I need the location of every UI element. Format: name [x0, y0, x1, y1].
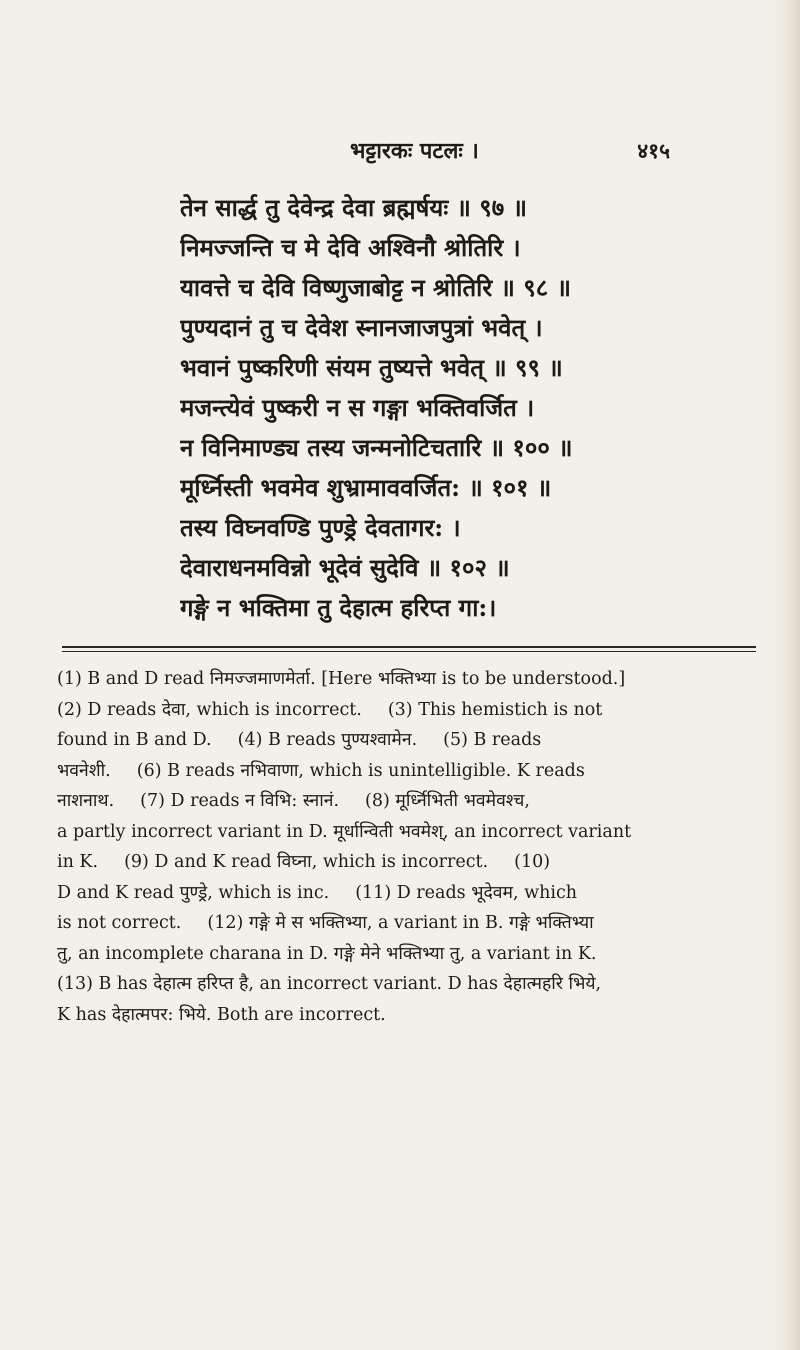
verse-line: यावत्ते च देवि विष्णुजाबोट्ट न श्रोतिरि ॥ ९८ ॥: [180, 273, 571, 302]
footnote-line: [57, 817, 757, 848]
footnote-line: [57, 878, 757, 909]
footnote-text: (4) B reads पुण्यश्वामेन.: [237, 730, 418, 750]
running-head: [200, 135, 670, 171]
footnote-text: तु, an incomplete charana in D. गङ्गे मेने भक्तिभ्या तु, a variant in K.: [57, 943, 597, 964]
verse-line: पुण्यदानं तु च देवेश स्नानजाजपुत्रां भवेत् ।: [180, 313, 543, 342]
footnote-text: found in B and D.: [57, 730, 212, 750]
footnote-line: [57, 695, 757, 726]
page-number: ४१५: [637, 138, 670, 163]
footnote-line: [57, 786, 757, 817]
verse-line: गङ्गे न भक्तिमा तु देहात्म हरिप्त गा:।: [180, 593, 497, 622]
verse-line: देवाराधनमविन्नो भूदेवं सुदेवि ॥ १०२ ॥: [180, 553, 510, 582]
verse-line: तस्य विघ्नवण्डि पुण्ड्रे देवतागर: ।: [180, 513, 461, 542]
verse-line: तेन सार्द्ध तु देवेन्द्र देवा ब्रह्मर्षयः ॥ ९७ ॥: [180, 193, 527, 222]
footnote-text: (3) This hemistich is not: [387, 699, 603, 720]
footnote-line: [57, 939, 757, 970]
page-edge: [774, 0, 800, 1350]
verse-line: मजन्त्येवं पुष्करी न स गङ्गा भक्तिवर्जित ।: [180, 393, 535, 422]
footnote-text: भवनेशी.: [57, 760, 111, 781]
footnote-text: (8) मूर्ध्निभिती भवमेवश्च,: [365, 791, 530, 811]
footnote-rule-thin: [62, 651, 756, 652]
footnote-text: (6) B reads नभिवाणा, which is unintelligible. K reads: [136, 760, 585, 781]
footnote-text: (13) B has देहात्म हरिप्त है, an incorrect variant. D has देहात्महरि भिये,: [57, 974, 602, 994]
verse-line: न विनिमाण्ड्य तस्य जन्मनोटिचतारि ॥ १०० ॥: [180, 433, 573, 462]
footnote-rule: [62, 646, 756, 648]
footnote-text: (11) D reads भूदेवम, which: [355, 882, 578, 903]
verse-line: मूर्ध्निस्ती भवमेव शुभ्रामाववर्जित: ॥ १०१ ॥: [180, 473, 552, 502]
footnote-text: (2) D reads देवा, which is incorrect.: [57, 699, 362, 720]
footnote-text: (9) D and K read विघ्ना, which is incorrect.: [124, 852, 489, 872]
footnote-text: (1) B and D read निमज्जमाणमेर्ता. [Here भक्तिभ्या is to be understood.]: [57, 669, 626, 689]
footnote-text: (12) गङ्गे मे स भक्तिभ्या, a variant in B. गङ्गे भक्तिभ्या: [207, 913, 594, 933]
running-title: भट्टारकः पटलः ।: [350, 138, 479, 164]
footnote-line: [57, 756, 757, 787]
footnote-text: (7) D reads न विभि: स्नानं.: [140, 791, 340, 811]
footnote-line: [57, 847, 757, 878]
footnote-text: (10): [514, 852, 551, 872]
footnote-text: D and K read पुण्ड्रे, which is inc.: [57, 882, 330, 903]
footnote-line: [57, 725, 757, 756]
footnotes: [57, 664, 757, 1030]
footnote-line: [57, 664, 757, 695]
verse-line: भवानं पुष्करिणी संयम तुष्यत्ते भवेत् ॥ ९९ ॥: [180, 353, 563, 382]
footnote-line: [57, 1000, 757, 1031]
footnote-line: [57, 908, 757, 939]
footnote-line: [57, 969, 757, 1000]
footnote-text: a partly incorrect variant in D. मूर्धान्विती भवमेश्, an incorrect variant: [57, 821, 632, 842]
footnote-text: is not correct.: [57, 913, 182, 933]
footnote-text: (5) B reads: [443, 730, 542, 750]
footnote-text: नाशनाथ.: [57, 791, 115, 811]
footnote-text: K has देहात्मपर: भिये. Both are incorrect.: [57, 1004, 386, 1025]
verse-block: [180, 188, 620, 628]
footnote-text: in K.: [57, 852, 99, 872]
verse-line: निमज्जन्ति च मे देवि अश्विनौ श्रोतिरि ।: [180, 233, 521, 262]
